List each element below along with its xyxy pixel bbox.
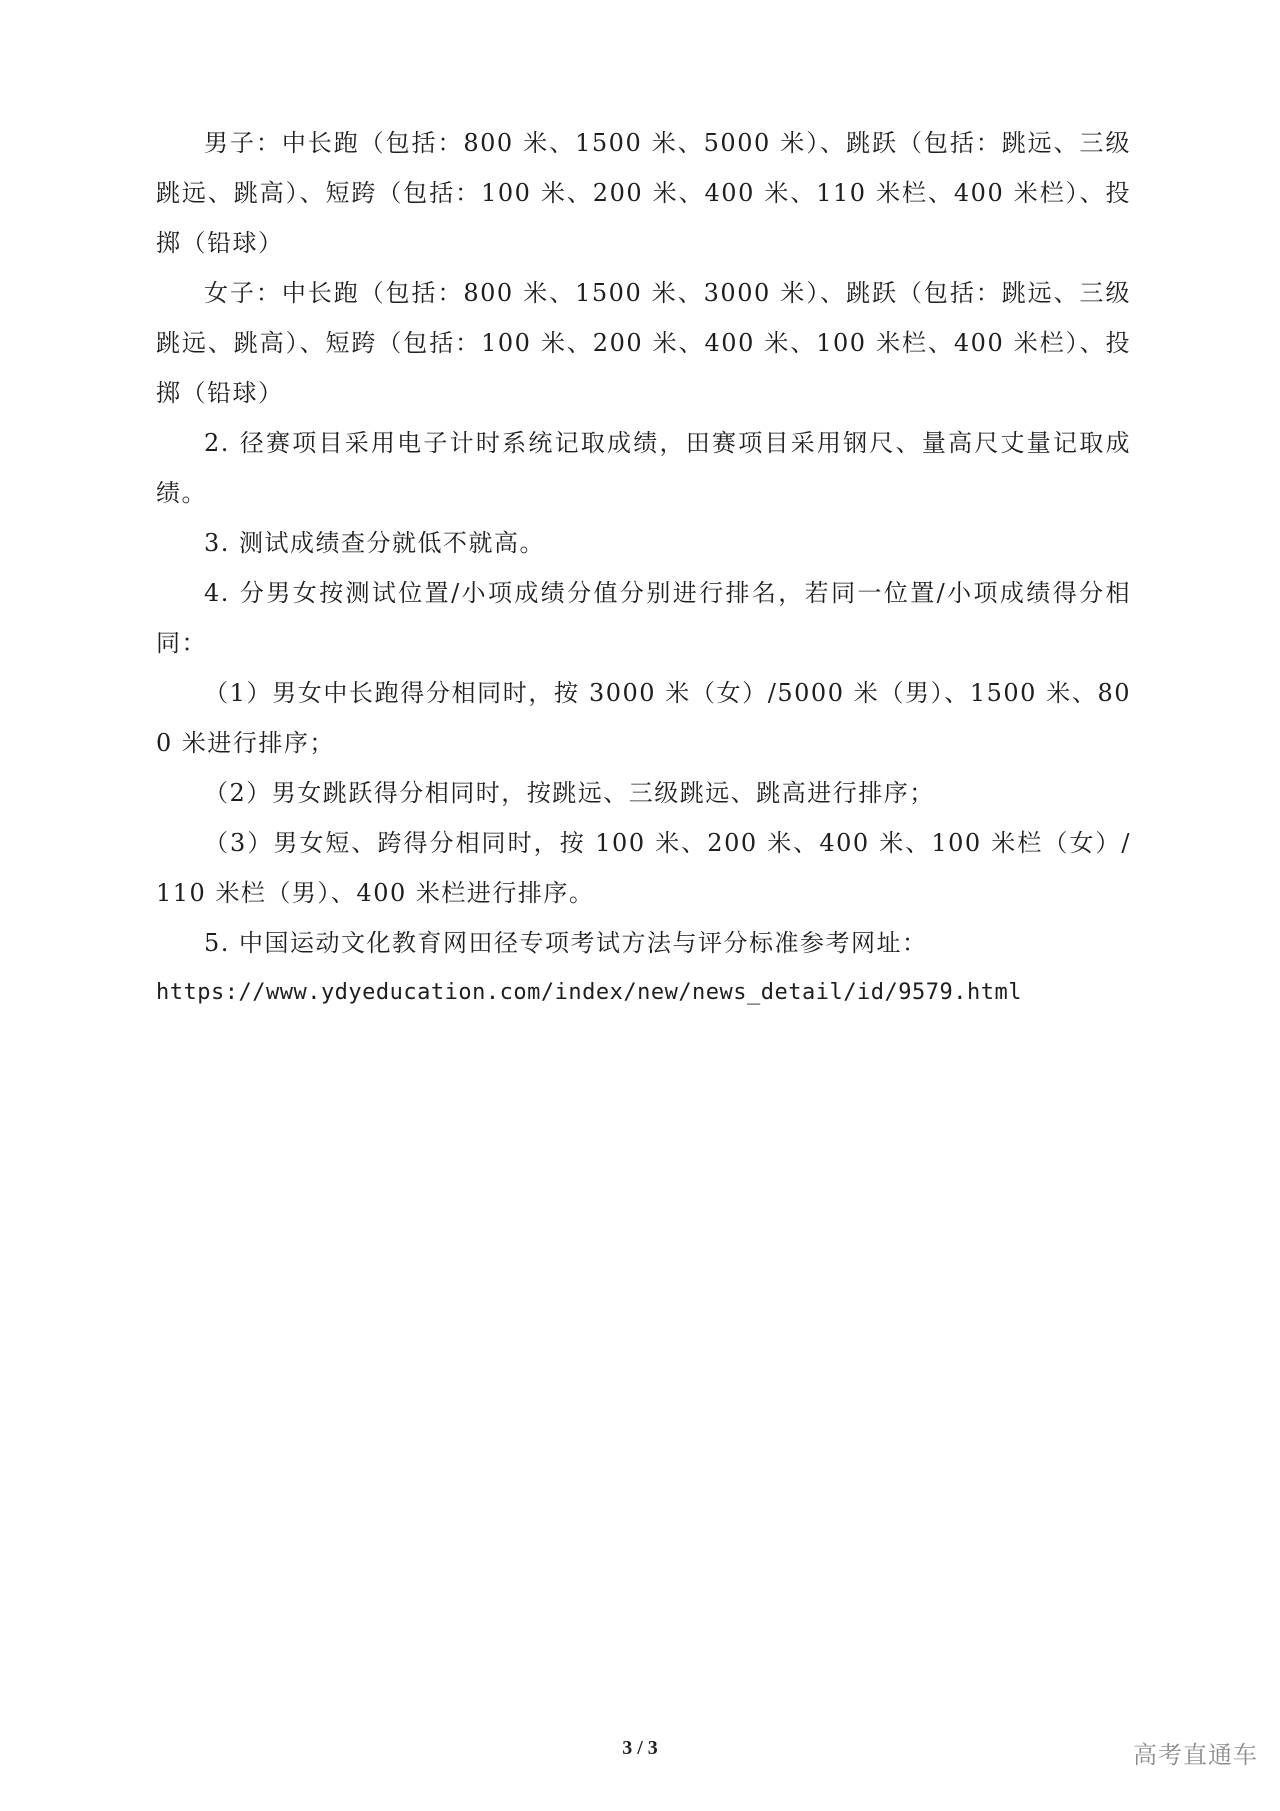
watermark-text: 高考直通车 [1133, 1741, 1258, 1769]
document-body [156, 118, 1131, 1018]
women-events-paragraph: 女子：中长跑（包括：800 米、1500 米、3000 米）、跳跃（包括：跳远、三级跳远、跳高）、短跨（包括：100 米、200 米、400 米、100 米栏、400 米栏）、投掷（铅球） [156, 279, 1131, 407]
page-number: 3 / 3 [622, 1737, 658, 1759]
item-4-paragraph: 4. 分男女按测试位置/小项成绩分值分别进行排名，若同一位置/小项成绩得分相同： [156, 579, 1131, 657]
item-4-1-paragraph: （1）男女中长跑得分相同时，按 3000 米（女）/5000 米（男）、1500 米、800 米进行排序； [156, 679, 1131, 757]
item-5-paragraph: 5. 中国运动文化教育网田径专项考试方法与评分标准参考网址： [204, 929, 928, 957]
item-3-paragraph: 3. 测试成绩查分就低不就高。 [204, 529, 546, 557]
item-4-3-paragraph: （3）男女短、跨得分相同时，按 100 米、200 米、400 米、100 米栏（女）/110 米栏（男）、400 米栏进行排序。 [156, 829, 1131, 907]
men-events-paragraph: 男子：中长跑（包括：800 米、1500 米、5000 米）、跳跃（包括：跳远、三级跳远、跳高）、短跨（包括：100 米、200 米、400 米、110 米栏、400 米栏）、投掷（铅球） [156, 129, 1131, 257]
item-2-paragraph: 2. 径赛项目采用电子计时系统记取成绩，田赛项目采用钢尺、量高尺丈量记取成绩。 [156, 429, 1131, 507]
reference-url: https://www.ydyeducation.com/index/new/news_detail/id/9579.html [156, 980, 1022, 1005]
item-4-2-paragraph: （2）男女跳跃得分相同时，按跳远、三级跳远、跳高进行排序； [204, 779, 935, 807]
